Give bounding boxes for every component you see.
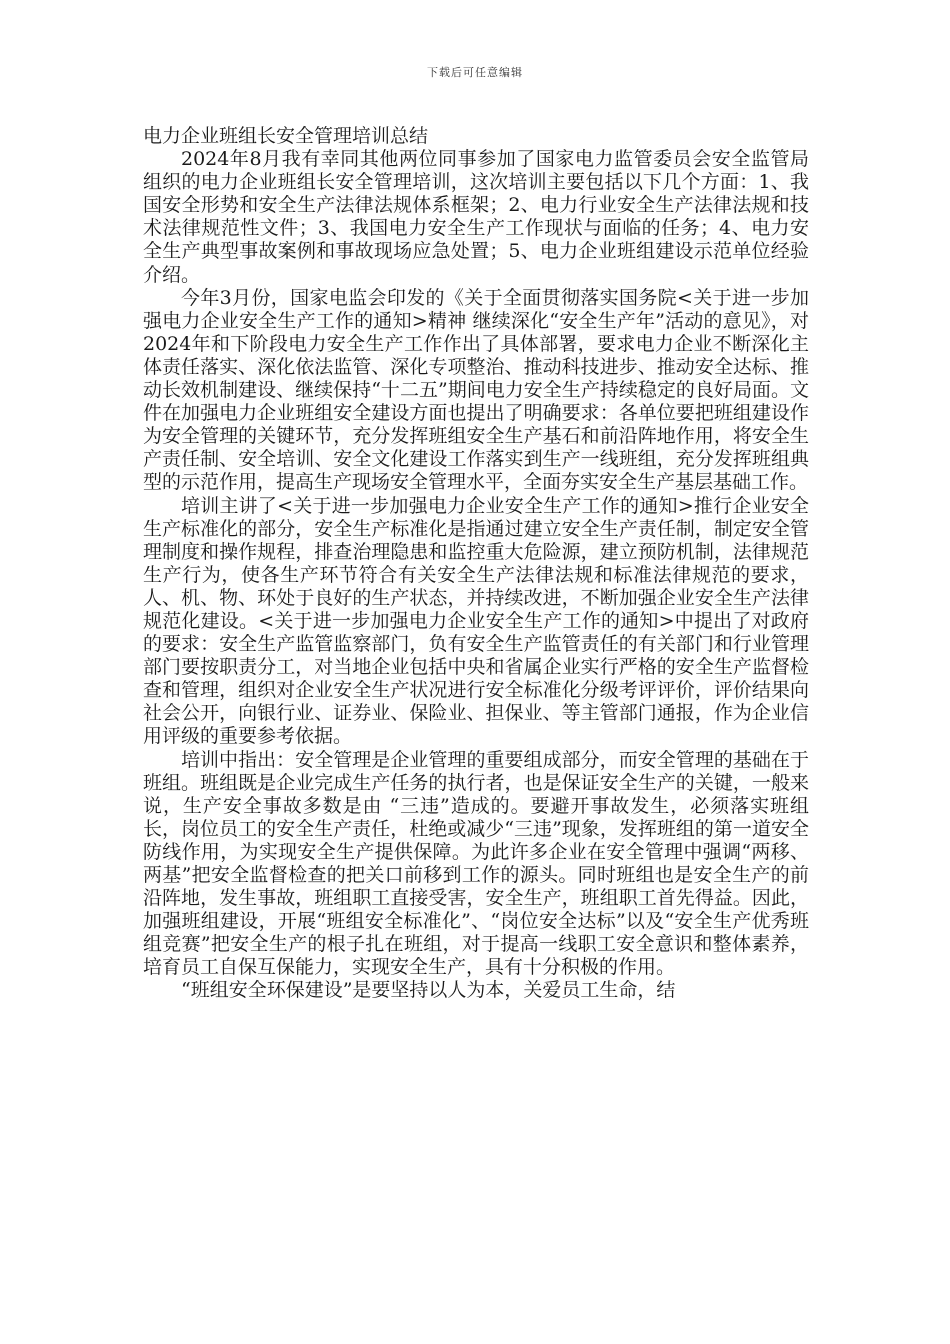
paragraph-training-overview: 2024年8月我有幸同其他两位同事参加了国家电力监管委员会安全监管局组织的电力企业班组长安全管理培训，这次培训主要包括以下几个方面：1、我国安全形势和安全生产法律法规体系框架；2、电力行业安全生产法律法规和技术法律规范性文件；3、我国电力安全生产工作现状与面临的任务；4、电力安全生产典型事故案例和事故现场应急处置；5、电力企业班组建设示范单位经验介绍。 (143, 148, 809, 286)
header-note: 下载后可任意编辑 (427, 66, 523, 79)
paragraph-regulator-opinion: 今年3月份，国家电监会印发的《关于全面贯彻落实国务院<关于进一步加强电力企业安全生产工作的通知>精神 继续深化“安全生产年”活动的意见》，对2024年和下阶段电力安全生产工作作出了具体部署，要求电力企业不断深化主体责任落实、深化依法监管、深化专项整治、推动科技进步、推动安全达标、推动长效机制建设、继续保持“十二五”期间电力安全生产持续稳定的良好局面。文件在加强电力企业班组安全建设方面也提出了明确要求：各单位要把班组建设作为安全管理的关键环节，充分发挥班组安全生产基石和前沿阵地作用，将安全生产责任制、安全培训、安全文化建设工作落实到生产一线班组，充分发挥班组典型的示范作用，提高生产现场安全管理水平，全面夯实安全生产基层基础工作。 (143, 286, 809, 494)
document-title: 电力企业班组长安全管理培训总结 (143, 125, 429, 147)
paragraph-team-safety: 培训中指出：安全管理是企业管理的重要组成部分，而安全管理的基础在于班组。班组既是企业完成生产任务的执行者，也是保证安全生产的关键，一般来说，生产安全事故多数是由 “三违”造成的。要避开事故发生，必须落实班组长，岗位员工的安全生产责任，杜绝或减少“三违”现象，发挥班组的第一道安全防线作用，为实现安全生产提供保障。为此许多企业在安全管理中强调“两移、两基”把安全监督检查的把关口前移到工作的源头。同时班组也是安全生产的前沿阵地，发生事故，班组职工直接受害，安全生产，班组职工首先得益。因此，加强班组建设，开展“班组安全标准化”、“岗位安全达标”以及“安全生产优秀班组竞赛”把安全生产的根子扎在班组，对于提高一线职工安全意识和整体素养，培育员工自保互保能力，实现安全生产，具有十分积极的作用。 (143, 748, 809, 979)
paragraph-environmental-building: “班组安全环保建设”是要坚持以人为本，关爱员工生命，结 (181, 979, 676, 1002)
document-body (143, 125, 809, 1003)
paragraph-standardization: 培训主讲了<关于进一步加强电力企业安全生产工作的通知>推行企业安全生产标准化的部分，安全生产标准化是指通过建立安全生产责任制，制定安全管理制度和操作规程，排查治理隐患和监控重大危险源，建立预防机制，法律规范生产行为，使各生产环节符合有关安全生产法律法规和标准法律规范的要求，人、机、物、环处于良好的生产状态，并持续改进，不断加强企业安全生产法律规范化建设。<关于进一步加强电力企业安全生产工作的通知>中提出了对政府的要求：安全生产监管监察部门，负有安全生产监管责任的有关部门和行业管理部门要按职责分工，对当地企业包括中央和省属企业实行严格的安全生产监督检查和管理，组织对企业安全生产状况进行安全标准化分级考评评价，评价结果向社会公开，向银行业、证券业、保险业、担保业、等主管部门通报，作为企业信用评级的重要参考依据。 (143, 494, 809, 748)
